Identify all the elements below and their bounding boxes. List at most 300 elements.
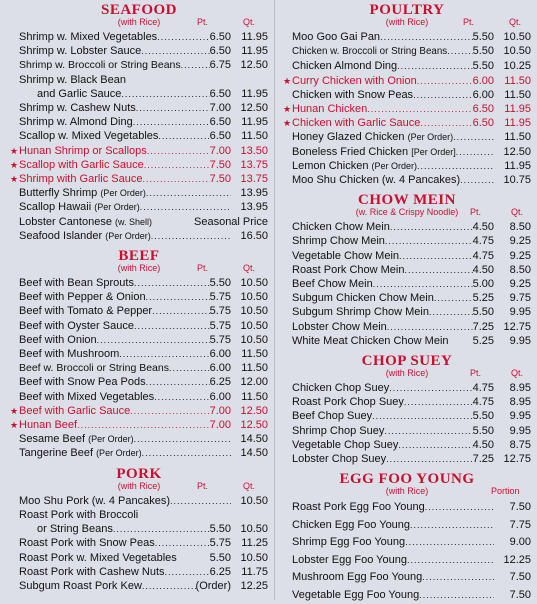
item-quart-price: 10.50 [240,277,268,290]
menu-item [10,446,268,460]
item-name: Moo Shu Chicken (w. 4 Pancakes) [292,174,461,187]
section-header [10,464,268,494]
quart-column-label: Qt. [243,480,256,491]
menu-item [283,173,531,187]
menu-item [10,87,268,101]
item-pint-price: 5.75 [209,319,231,332]
item-price: 13.95 [240,201,268,214]
item-price: 14.50 [240,433,268,446]
menu-item [10,58,268,72]
item-name: Beef w. Broccoli or String Beans [19,362,169,375]
menu-item [283,44,531,59]
item-pint-price: 4.50 [472,263,494,276]
menu-item [283,424,531,438]
star-icon: ★ [10,174,19,185]
section-chop-suey [283,351,531,466]
menu-item [283,249,531,263]
item-quart-price: 9.95 [509,334,531,347]
menu-item-spicy [10,144,268,158]
item-quart-price: 12.50 [240,102,268,115]
section-header [283,190,531,220]
item-pint-price: 6.00 [209,348,231,361]
item-name: Roast Pork with Cashew Nuts [19,565,165,578]
menu-item [283,277,531,291]
item-name: Beef Chop Suey [292,410,373,423]
item-name: Beef with Snow Pea Pods [19,376,146,389]
item-name: Scallop Hawaii [19,201,92,214]
item-price: 9.00 [509,536,531,549]
item-name: Scallop with Garlic Sauce [19,158,144,171]
menu-item [10,101,268,115]
item-name: Shrimp with Garlic Sauce [19,173,143,186]
item-name: Vegetable Chop Suey [292,438,399,451]
item-name: Beef with Bean Sprouts [19,277,134,290]
item-name: Chicken Chow Mein [292,221,390,234]
item-note: (Per Order) [371,160,418,171]
item-pint-price: 6.50 [472,117,494,130]
item-name: Chicken w. Broccoli or String Beans [292,46,448,58]
item-quart-price: 11.50 [241,362,268,375]
item-quart-price: 9.25 [509,278,531,291]
section-header [10,0,268,30]
item-name: Roast Pork Chop Suey [292,396,404,409]
menu-item [10,186,268,200]
item-name: Beef with Tomato & Pepper [19,305,153,318]
item-name: Shrimp w. Broccoli or String Beans [19,59,181,72]
item-note: (w. Shell) [115,216,153,227]
item-pint-price: 4.75 [472,235,494,248]
item-name: Lobster Cantonese [19,215,112,228]
menu-item [10,565,268,579]
section-seafood [10,0,268,243]
section-subtitle: (w. Rice & Crispy Noodle) [355,207,459,218]
item-name: Shrimp Egg Foo Young [292,536,406,549]
menu-item [10,304,268,318]
menu-item-spicy [283,74,531,88]
item-pint-price: 6.00 [209,390,231,403]
item-pint-price: 5.50 [472,306,494,319]
menu-item [10,347,268,361]
item-quart-price: 8.50 [509,221,531,234]
item-price: 7.50 [509,571,531,584]
item-quart-price: 8.95 [509,396,531,409]
item-price: 7.50 [509,588,531,601]
menu-item-spicy [10,158,268,172]
quart-column-label: Qt. [511,207,524,218]
item-name: Tangerine Beef [19,447,93,460]
item-pint-price: 6.00 [472,74,494,87]
item-name: Shrimp w. Black Bean [19,73,126,86]
menu-item [283,291,531,305]
item-pint-price: 6.50 [209,116,231,129]
section-header [283,469,531,499]
item-note: (Per Order) [105,230,151,241]
section-subtitle: (with Rice) [117,263,161,274]
item-pint-price: 6.50 [209,31,231,43]
item-pint-price: 4.75 [472,382,494,395]
item-pint-price: 6.00 [209,362,231,375]
item-pint-price: 7.00 [209,144,231,157]
item-quart-price: 10.50 [503,45,531,58]
section-poultry [283,0,531,187]
item-quart-price: 11.75 [241,565,268,578]
pint-column-label: Pt. [470,368,482,379]
portion-column-label: Portion [491,486,520,497]
menu-item [10,508,268,522]
menu-item [10,333,268,347]
item-name: Chicken Chop Suey [292,382,390,395]
item-quart-price: 10.50 [240,305,268,318]
item-pint-price: 6.50 [472,103,494,116]
section-title: SEAFOOD [100,2,177,18]
menu-item [283,395,531,409]
menu-item [283,320,531,334]
item-pint-price: 6.50 [209,87,231,100]
menu-item [10,276,268,290]
item-name: Subgum Roast Pork Kew [19,579,142,592]
menu-item-spicy [283,102,531,116]
item-quart-price: 11.50 [504,88,531,101]
item-quart-price: 9.95 [509,306,531,319]
item-price: 12.25 [240,579,268,592]
item-pint-price: 7.00 [209,404,231,417]
section-title: BEEF [118,248,160,265]
menu-item-spicy [10,172,268,186]
item-pint-price: 6.75 [209,59,231,72]
item-pint-price: 6.50 [209,45,231,58]
item-name: Beef with Onion [19,333,97,346]
item-name: Beef with Mushroom [19,348,120,361]
section-subtitle: (with Rice) [385,17,429,27]
menu-item [10,115,268,129]
item-pint-price: 5.75 [209,333,231,346]
section-subtitle: (with Rice) [385,486,429,497]
item-name: Chicken with Snow Peas [292,88,414,101]
menu-item [10,73,268,87]
item-price: 10.50 [240,494,268,507]
item-pint-price: 5.75 [209,291,231,304]
pint-column-label: Pt. [197,480,209,491]
item-name: Seafood Islander [19,229,103,242]
item-quart-price: 8.95 [509,382,531,395]
item-pint-price: 5.50 [209,523,231,536]
item-pint-price: 7.00 [209,102,231,115]
section-title: EGG FOO YOUNG [339,471,475,488]
item-quart-price: 9.25 [509,249,531,262]
menu-item [283,234,531,248]
item-price: 12.25 [503,553,531,566]
item-quart-price: 8.50 [509,263,531,276]
item-price: 10.75 [503,174,531,187]
item-name: Chicken Almond Ding [292,60,398,73]
item-name: Shrimp Chow Mein [292,235,385,248]
menu-item [283,452,531,466]
item-note: (Per Order) [88,434,134,445]
menu-item [283,159,531,173]
menu-item [10,30,268,44]
item-name: Beef Chow Mein [292,278,373,291]
item-name: Mushroom Egg Foo Young [292,571,423,584]
item-pint-price: 5.75 [209,305,231,318]
section-pork [10,464,268,593]
menu-item [283,305,531,319]
section-subtitle: (with Rice) [117,480,161,491]
star-icon: ★ [10,159,19,170]
item-name: Moo Shu Pork (w. 4 Pancakes) [19,494,171,507]
menu-item [283,334,531,348]
item-quart-price: 10.50 [240,551,268,564]
item-name: Roast Pork with Broccoli [19,508,139,521]
item-name: Chicken with Garlic Sauce [292,117,421,130]
item-note: (Order) [195,579,231,592]
item-pint-price: 6.25 [209,565,231,578]
item-pint-price: 5.50 [472,410,494,423]
item-name: Hunan Shrimp or Scallops [19,144,147,157]
menu-item [10,361,268,375]
menu-item [283,569,531,587]
item-pint-price: 5.25 [472,334,494,347]
menu-item [283,88,531,102]
item-quart-price: 12.00 [240,376,268,389]
section-title: CHOP SUEY [361,353,453,370]
item-name: Shrimp w. Lobster Sauce [19,45,142,58]
item-price: 16.50 [240,229,268,242]
left-column [10,0,268,593]
menu-item [283,409,531,423]
menu-item [10,215,268,229]
menu-item [283,145,531,159]
quart-column-label: Qt. [243,263,256,274]
section-header [283,0,531,30]
item-name: Roast Pork Egg Foo Young [292,501,425,514]
item-quart-price: 10.50 [240,291,268,304]
item-price: Seasonal Price [194,215,268,228]
item-quart-price: 10.50 [240,523,268,536]
pint-column-label: Pt. [470,207,482,218]
menu-item-spicy [283,116,531,130]
pint-column-label: Pt. [463,17,475,27]
item-note: [Per Order] [411,146,456,157]
menu-item-spicy [10,418,268,432]
item-quart-price: 11.50 [241,130,268,143]
item-name: Butterfly Shrimp [19,187,98,200]
item-name: Roast Pork w. Mixed Vegetables [19,551,177,564]
section-title: POULTRY [369,2,445,18]
item-name: Beef with Oyster Sauce [19,319,134,332]
pint-column-label: Pt. [197,263,209,274]
item-quart-price: 11.50 [241,390,268,403]
item-pint-price: 5.50 [472,31,494,43]
section-chow-mein [283,190,531,348]
item-quart-price: 12.50 [240,404,268,417]
item-quart-price: 11.50 [241,348,268,361]
item-name: Beef with Pepper & Onion [19,291,146,304]
item-pint-price: 5.75 [209,537,231,550]
item-pint-price: 5.50 [209,277,231,290]
item-pint-price: 4.50 [472,438,494,451]
item-name: Roast Pork Chow Mein [292,263,405,276]
item-price: 7.75 [509,518,531,531]
item-note: (Per Order) [96,448,142,459]
item-name: Vegetable Chow Mein [292,249,400,262]
item-name: Hunan Beef [19,419,78,432]
item-quart-price: 11.95 [241,116,268,129]
menu-item [283,59,531,73]
item-name: Shrimp w. Mixed Vegetables [19,31,158,43]
column-divider [274,0,275,600]
right-column [283,0,531,604]
item-pint-price: 6.00 [472,88,494,101]
menu-item [283,552,531,570]
section-title: CHOW MEIN [358,192,456,209]
star-icon: ★ [10,145,19,156]
item-quart-price: 9.95 [509,410,531,423]
menu-item [10,129,268,143]
menu-item [10,551,268,565]
item-name: Shrimp Chop Suey [292,424,385,437]
item-pint-price: 6.50 [209,130,231,143]
item-name: Beef with Garlic Sauce [19,404,131,417]
item-quart-price: 11.95 [241,87,268,100]
menu-item [283,499,531,517]
menu-item [283,263,531,277]
item-quart-price: 12.75 [503,320,531,333]
item-quart-price: 10.25 [503,60,531,73]
item-pint-price: 5.50 [209,551,231,564]
section-header [10,246,268,276]
item-name: Vegetable Egg Foo Young [292,588,420,601]
item-pint-price: 5.50 [472,60,494,73]
menu-item [10,522,268,536]
item-quart-price: 9.25 [509,235,531,248]
item-note: (Per Order) [94,202,140,213]
item-quart-price: 9.95 [509,424,531,437]
item-name: Subgum Shrimp Chow Mein [292,306,429,319]
menu-item [10,494,268,508]
menu-item-spicy [10,404,268,418]
item-quart-price: 11.95 [504,103,531,116]
item-name: Honey Glazed Chicken [292,131,405,144]
menu-item [10,390,268,404]
menu-item [283,381,531,395]
menu-item [10,44,268,58]
item-name: Roast Pork with Snow Peas [19,537,155,550]
item-pint-price: 7.25 [472,320,494,333]
star-icon: ★ [283,75,292,86]
menu-item [10,375,268,389]
menu-item [283,130,531,144]
item-name: Lemon Chicken [292,159,369,172]
item-quart-price: 12.50 [240,419,268,432]
item-name: or String Beans [37,523,113,536]
item-quart-price: 10.50 [240,319,268,332]
menu-item [10,229,268,243]
menu-item [283,220,531,234]
item-pint-price: 7.25 [472,453,494,466]
item-quart-price: 13.75 [240,173,268,186]
item-price: 13.95 [240,187,268,200]
quart-column-label: Qt. [511,368,524,379]
star-icon: ★ [283,104,292,115]
item-quart-price: 9.75 [509,292,531,305]
item-name: Lobster Chow Mein [292,320,387,333]
item-note: (Per Order) [100,188,146,199]
menu-item [283,438,531,452]
item-pint-price: 4.50 [472,221,494,234]
item-quart-price: 11.95 [241,45,268,58]
item-quart-price: 11.95 [504,117,531,130]
item-pint-price: 5.25 [472,292,494,305]
item-price: 12.50 [503,145,531,158]
section-subtitle: (with Rice) [385,368,429,379]
quart-column-label: Qt. [509,17,522,27]
menu-item [283,30,531,44]
item-quart-price: 13.75 [240,158,268,171]
item-note: (Per Order) [407,132,454,143]
item-quart-price: 10.50 [503,31,531,43]
item-quart-price: 11.95 [241,31,268,43]
item-pint-price: 7.00 [209,419,231,432]
section-header [283,351,531,381]
item-name: Subgum Chicken Chow Mein [292,292,434,305]
item-price: 14.50 [240,447,268,460]
item-name: Curry Chicken with Onion [292,74,417,87]
item-quart-price: 10.50 [240,333,268,346]
item-quart-price: 13.50 [240,144,268,157]
menu-item [10,200,268,214]
item-price: 11.95 [504,159,531,172]
item-name: Moo Goo Gai Pan [292,31,381,43]
item-name: Shrimp w. Cashew Nuts [19,102,136,115]
star-icon: ★ [10,405,19,416]
menu-item [10,579,268,593]
pint-column-label: Pt. [197,17,209,27]
item-name: Scallop w. Mixed Vegetables [19,130,159,143]
item-pint-price: 4.75 [472,396,494,409]
item-name: Sesame Beef [19,433,86,446]
item-name: White Meat Chicken Chow Mein [292,334,449,347]
menu-item [10,319,268,333]
item-name: Beef with Mixed Vegetables [19,390,155,403]
item-pint-price: 7.50 [209,173,231,186]
item-pint-price: 6.25 [209,376,231,389]
item-pint-price: 7.50 [209,158,231,171]
menu-item [283,534,531,552]
section-beef [10,246,268,461]
section-title: PORK [116,465,162,482]
item-quart-price: 12.75 [503,453,531,466]
item-pint-price: 5.50 [472,424,494,437]
section-subtitle: (with Rice) [117,17,161,27]
menu-item [283,587,531,604]
section-egg-foo-young [283,469,531,604]
item-quart-price: 11.50 [504,74,531,87]
item-name: Lobster Chop Suey [292,453,387,466]
item-pint-price: 5.50 [472,45,494,58]
menu-item [10,290,268,304]
star-icon: ★ [10,420,19,431]
item-pint-price: 4.75 [472,249,494,262]
item-name: Chicken Egg Foo Young [292,518,411,531]
star-icon: ★ [283,118,292,129]
menu-item [10,432,268,446]
item-name: Hunan Chicken [292,103,368,116]
item-name: Shrimp w. Almond Ding [19,116,133,129]
item-quart-price: 8.75 [509,438,531,451]
item-name: Boneless Fried Chicken [292,145,409,158]
menu-item [283,517,531,535]
item-pint-price: 5.00 [472,278,494,291]
